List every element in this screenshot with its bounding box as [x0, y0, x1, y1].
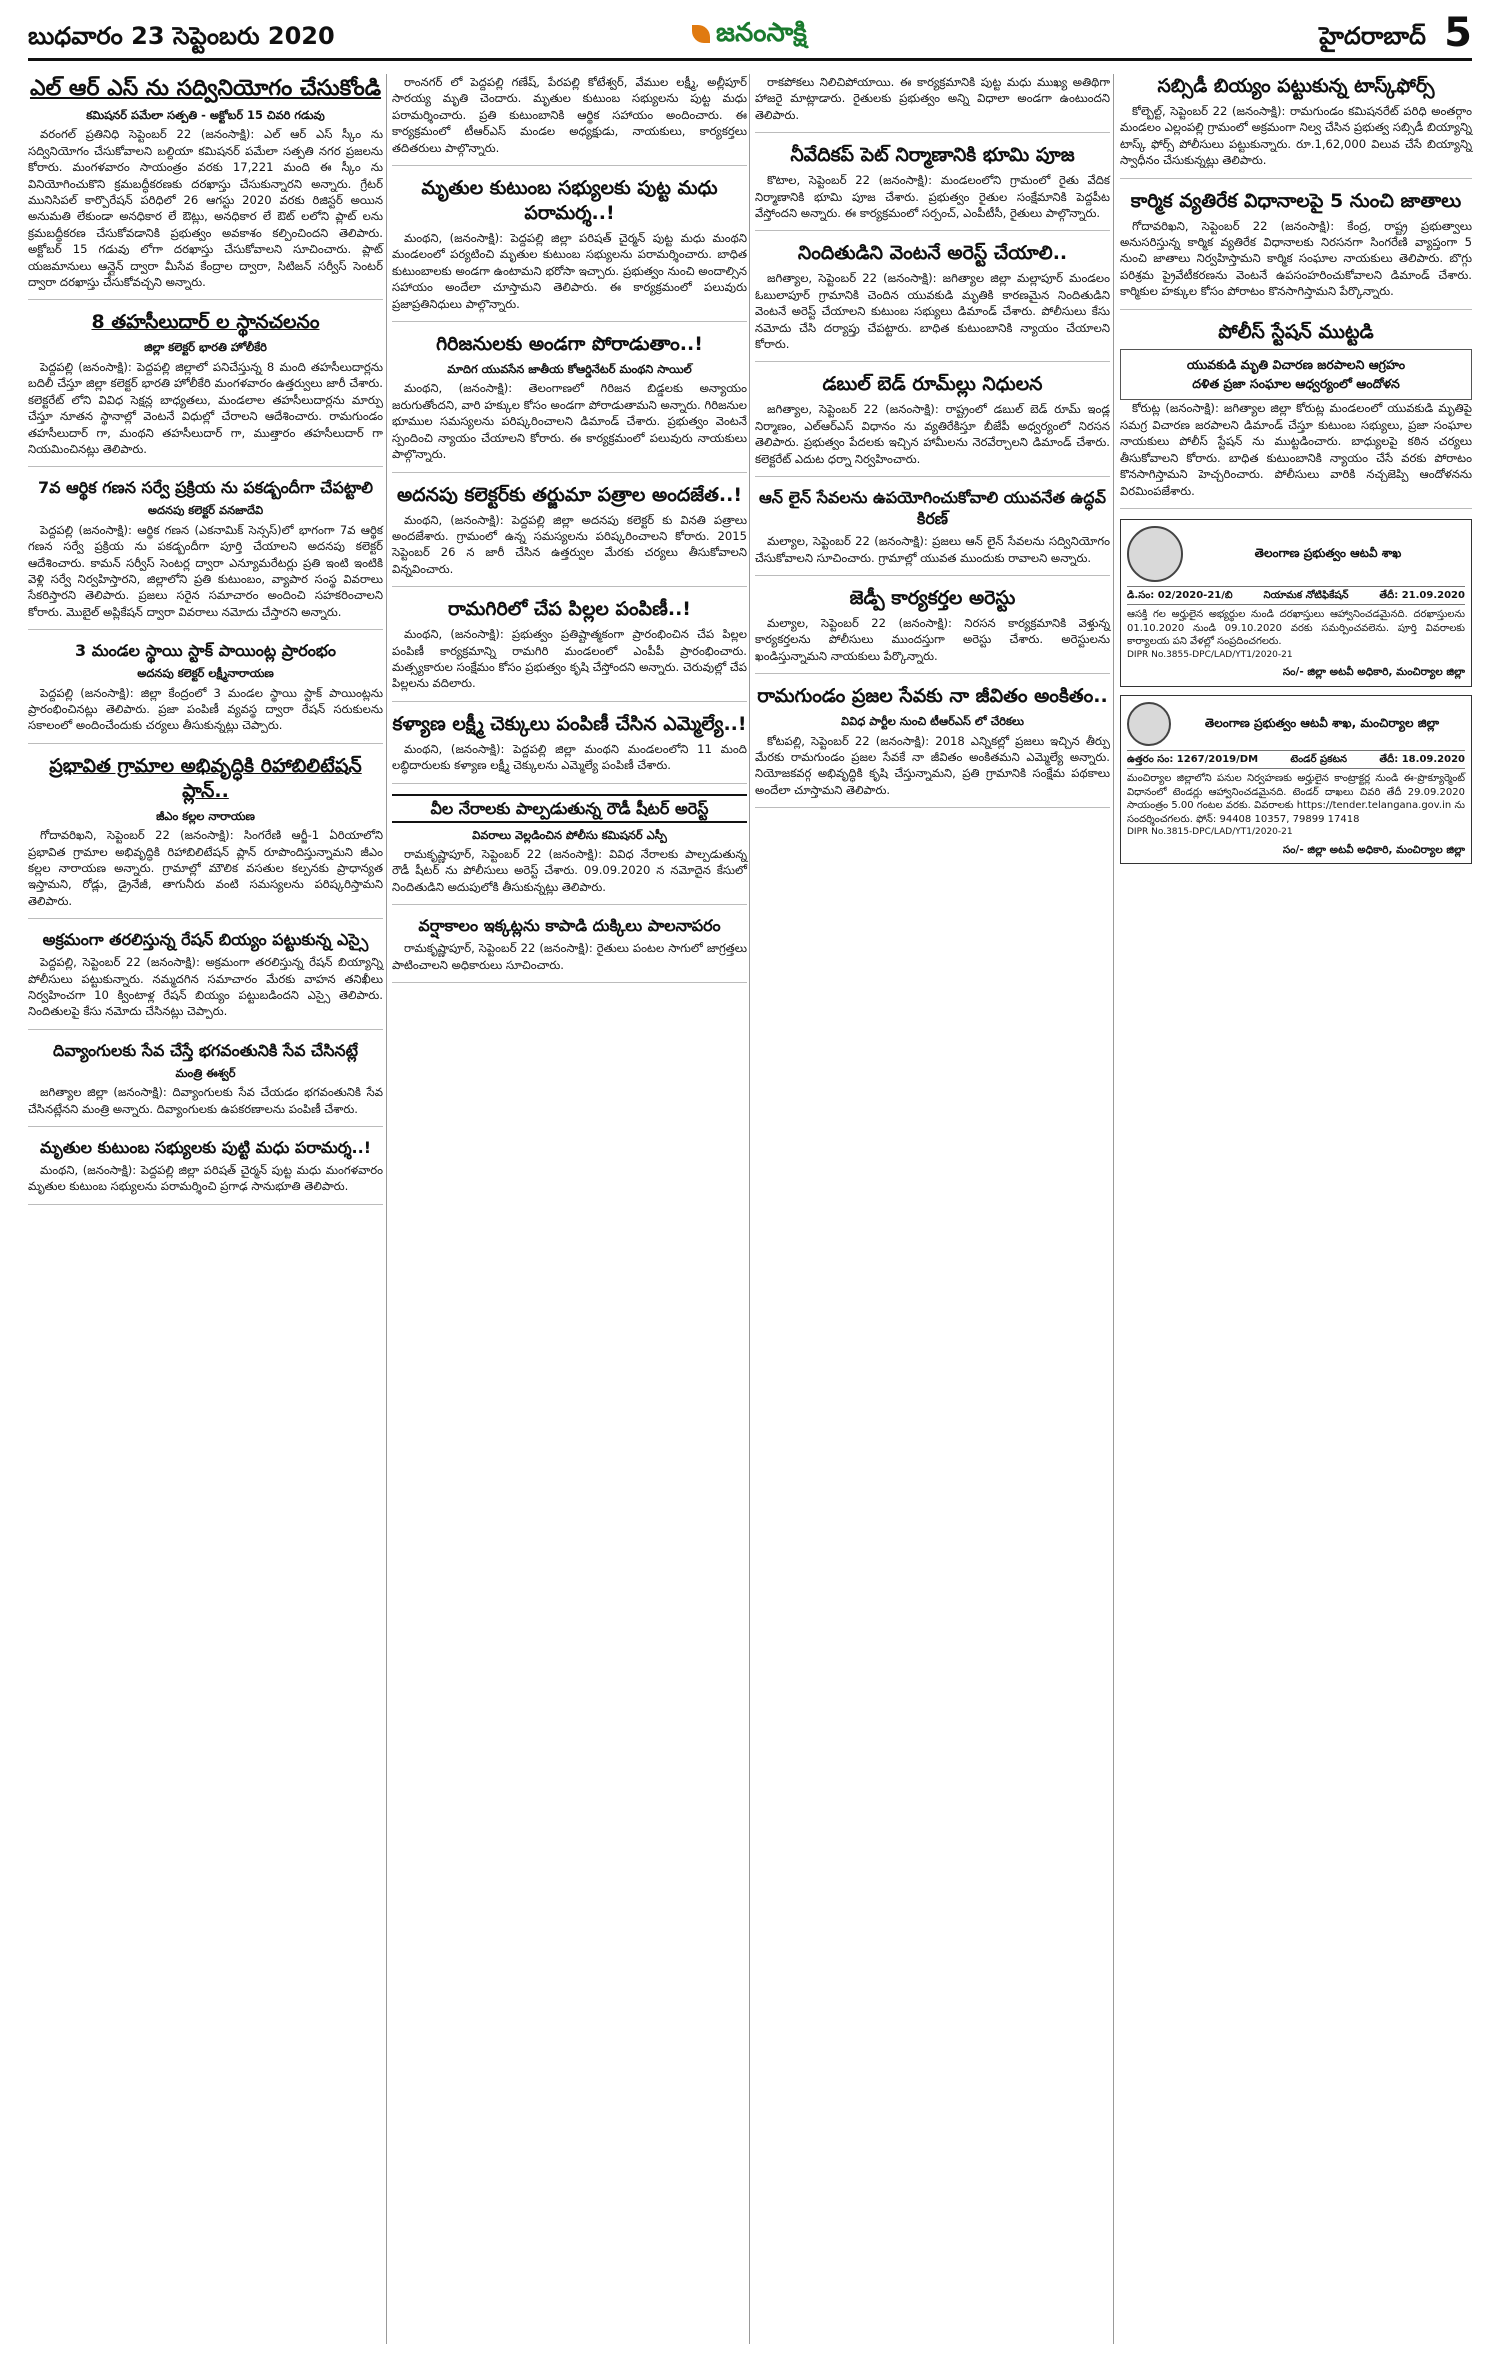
government-seal-icon — [1127, 702, 1171, 746]
byline: కమిషనర్ పమేలా సత్పతి - అక్టోబర్ 15 చివరి గడువు — [86, 108, 325, 122]
government-ad — [1120, 519, 1472, 687]
article — [755, 586, 1110, 674]
article-body: రాకపోకలు నిలిచిపోయాయి. ఈ కార్యక్రమానికి పుట్ట మధు ముఖ్య అతిథిగా హాజరై మాట్లాడారు. రైతులకు ప్రభుత్వం అన్ని విధాలా అండగా ఉంటుందని తెలిపారు. — [755, 75, 1110, 122]
article — [755, 143, 1110, 231]
article — [1120, 320, 1472, 509]
article-body: కొటాల, సెప్టెంబర్ 22 (జనంసాక్షి): మండలంలోని గ్రామంలో రైతు వేదిక నిర్మాణానికి భూమి పూజ చేశారు. ప్రభుత్వం రైతుల సంక్షేమానికి పెద్దపీట వేస్తోందని అన్నారు. ఈ కార్యక్రమంలో సర్పంచ్, ఎంపీటీసీ, రైతులు పాల్గొన్నారు. — [755, 173, 1110, 221]
ad-title: నియామక నోటిఫికేషన్ — [1263, 589, 1349, 601]
article — [28, 640, 383, 744]
article-body: పెద్దపల్లి (జనంసాక్షి): ఆర్థిక గణన (ఎకనామిక్ సెన్సస్)లో భాగంగా 7వ ఆర్థిక గణన సర్వే ప్రక్రియ ను పకడ్బందీగా పూర్తి చేయాలని అదనపు కలెక్టర్ ఆదేశించారు. కామన్ సర్వీస్ సెంటర్ల ద్వారా ఎన్యూమరేటర్లు ప్రతి ఇంటి ఇంటికి వెళ్లి సర్వే నిర్వహిస్తారని, జిల్లాలోని ప్రతి కుటుంబం, వ్యాపార సంస్థ వివరాలు సేకరిస్తారని తెలిపారు. ప్రజలు సరైన సమాచారం అందించి సహకరించాలని కోరారు. మొబైల్ అప్లికేషన్ ద్వారా వివరాలు నమోదు చేస్తారని అన్నారు. — [28, 522, 383, 619]
ad-date: తేదీ: 18.09.2020 — [1379, 753, 1465, 765]
article — [1120, 189, 1472, 310]
headline: నీవేదికప్ పెట్ నిర్మాణానికి భూమి పూజ — [790, 144, 1075, 167]
article — [28, 477, 383, 630]
article — [392, 332, 747, 472]
headline: వీల నేరాలకు పాల్పడుతున్న రౌడీ షీటర్ అరెస్ట్ — [392, 794, 747, 823]
ad-signatory: సం/- జిల్లా అటవీ అధికారి, మంచిర్యాల జిల్లా — [1282, 843, 1465, 856]
article-body: పెద్దపల్లి (జనంసాక్షి): పెద్దపల్లి జిల్లాలో పనిచేస్తున్న 8 మంది తహసీలుదార్లను బదిలీ చేస్తూ జిల్లా కలెక్టర్ భారతి హోలీకేరి మంగళవారం ఉత్తర్వులు జారీ చేశారు. కలెక్టరేట్ లోని వివిధ సెక్షన్ల బాధ్యతలు, మండలాల తహసీలుదార్లను మార్పు చేస్తూ నూతన స్థానాల్లో వెంటనే విధుల్లో చేరాలని ఆదేశించారు. రామగుండం తహసీలుదార్ గా, మంథని తహసీలుదార్ గా, ముత్తారం తహసీలుదార్ గా నియమించినట్లు తెలిపారు. — [28, 359, 383, 456]
headline: మృతుల కుటుంబ సభ్యులకు పుట్టి మధు పరామర్శ..! — [39, 1138, 372, 1158]
headline: వర్షాకాలం ఇక్కట్లను కాపాడి దుక్కిలు పాలనాపరం — [418, 916, 721, 936]
column-1 — [28, 74, 383, 1215]
column-divider — [749, 74, 750, 2344]
headline: అదనపు కలెక్టర్‌కు తర్జుమా పత్రాల అందజేత..! — [396, 483, 743, 506]
edition-city: హైదరాబాద్ — [1319, 22, 1426, 50]
logo-text: జనంసాక్షి — [716, 18, 807, 48]
subheadline-box — [1120, 349, 1472, 401]
article-body: మంథని, (జనంసాక్షి): పెద్దపల్లి జిల్లా పరిషత్ చైర్మన్ పుట్ట మధు మంగళవారం మృతుల కుటుంబ సభ్యులను పరామర్శించి ప్రగాఢ సానుభూతి తెలిపారు. — [28, 1163, 383, 1194]
article-body: మంథని, (జనంసాక్షి): పెద్దపల్లి జిల్లా పరిషత్ చైర్మన్ పుట్ట మధు మంథని మండలంలో పర్యటించి మృతుల కుటుంబ సభ్యులను పరామర్శించారు. బాధిత కుటుంబాలకు అండగా ఉంటామని భరోసా ఇచ్చారు. ప్రభుత్వం నుంచి అందాల్సిన సహాయం అందేలా చూస్తామని తెలిపారు. ఈ కార్యక్రమంలో పలువురు ప్రజాప్రతినిధులు పాల్గొన్నారు. — [392, 231, 747, 311]
byline: వివరాలు వెల్లడించిన పోలీసు కమిషనర్ ఎస్పీ — [472, 827, 667, 842]
article — [1120, 74, 1472, 179]
headline: మృతుల కుటుంబ సభ్యులకు పుట్ట మధు పరామర్శ..! — [421, 177, 718, 225]
ad-title: టెండర్ ప్రకటన — [1290, 753, 1348, 765]
ad-reference-row — [1127, 750, 1465, 770]
article — [28, 929, 383, 1030]
byline: జిల్లా కలెక్టర్ భారతి హోలీకేరి — [144, 340, 267, 355]
headline: 7వ ఆర్థిక గణన సర్వే ప్రక్రియ ను పకడ్బందీగా చేపట్టాలి — [37, 478, 374, 498]
ad-organization: తెలంగాణ ప్రభుత్వం ఆటవీ శాఖ, మంచిర్యాల జిల్లా — [1204, 716, 1440, 731]
byline: వివిధ పార్టీల నుంచి టీఆర్ఎస్ లో చేరికలు — [841, 714, 1024, 729]
article-body: పెద్దపల్లి (జనంసాక్షి): జిల్లా కేంద్రంలో 3 మండల స్థాయి స్టాక్ పాయింట్లను ప్రారంభించినట్లు తెలిపారు. ప్రజా పంపిణీ వ్యవస్థ ద్వారా రేషన్ సరుకులను సకాలంలో అందించేందుకు చర్యలు తీసుకున్నట్లు చెప్పారు. — [28, 685, 383, 733]
byline: అదనపు కలెక్టర్ లక్ష్మీనారాయణ — [137, 666, 274, 681]
issue-date: బుధవారం 23 సెప్టెంబరు 2020 — [28, 22, 335, 50]
article-body: రామకృష్ణాపూర్, సెప్టెంబర్ 22 (జనంసాక్షి): వివిధ నేరాలకు పాల్పడుతున్న రౌడీ షీటర్ ను పోలీసులు అరెస్ట్ చేశారు. 09.09.2020 న నమోదైన కేసులో నిందితుడిని అదుపులోకి తీసుకున్నట్లు తెలిపారు. — [392, 846, 747, 894]
article — [392, 483, 747, 588]
newspaper-logo — [692, 18, 807, 54]
tender-ad — [1120, 695, 1472, 865]
article-body: మల్యాల, సెప్టెంబర్ 22 (జనంసాక్షి): ప్రజలు ఆన్ లైన్ సేవలను సద్వినియోగం చేసుకోవాలని సూచించారు. గ్రామాల్లో యువత ముందుకు రావాలని అన్నారు. — [755, 534, 1110, 565]
article-body: పెద్దపల్లి, సెప్టెంబర్ 22 (జనంసాక్షి): అక్రమంగా తరలిస్తున్న రేషన్ బియ్యాన్ని పోలీసులు పట్టుకున్నారు. నమ్మదగిన సమాచారం మేరకు వాహన తనిఖీలు నిర్వహించగా 10 క్వింటాళ్ల రేషన్ బియ్యం పట్టుబడిందని ఎస్సై తెలిపారు. నిందితులపై కేసు నమోదు చేసినట్లు చెప్పారు. — [28, 955, 383, 1019]
article — [392, 176, 747, 322]
ad-reference-row — [1127, 586, 1465, 606]
byline: అదనపు కలెక్టర్ వనజాదేవి — [147, 503, 264, 518]
article — [755, 74, 1110, 133]
article-body: మంథని, (జనంసాక్షి): ప్రభుత్వం ప్రతిష్టాత్మకంగా ప్రారంభించిన చేప పిల్లల పంపిణీ కార్యక్రమాన్ని రామగిరి మండలంలో ఎంపీపీ ప్రారంభించారు. మత్స్యకారుల సంక్షేమం కోసం ప్రభుత్వం కృషి చేస్తోందని అన్నారు. చెరువుల్లో చేప పిల్లలను వదిలారు. — [392, 627, 747, 691]
byline: జీఎం కల్లల నారాయణ — [156, 808, 255, 823]
headline: దివ్యాంగులకు సేవ చేస్తే భగవంతునికి సేవ చేసినట్లే — [52, 1040, 359, 1060]
article — [28, 754, 383, 919]
article-body: మంథని, (జనంసాక్షి): పెద్దపల్లి జిల్లా అదనపు కలెక్టర్ కు వినతి పత్రాలు అందజేశారు. గ్రామంలో ఉన్న సమస్యలను పరిష్కరించాలని కోరారు. 2015 సెప్టెంబర్ 26 న జారీ చేసిన ఉత్తర్వుల మేరకు చర్యలు తీసుకోవాలని విన్నవించారు. — [392, 512, 747, 576]
column-3 — [755, 74, 1110, 818]
ad-signatory: సం/- జిల్లా అటవీ అధికారి, మంచిర్యాల జిల్లా — [1282, 666, 1465, 679]
subheadline: దళిత ప్రజా సంఘాల ఆధ్వర్యంలో ఆందోళన — [1192, 376, 1400, 392]
ad-reference: ఉత్తరం సం: 1267/2019/DM — [1127, 753, 1259, 765]
ad-body: మంచిర్యాల జిల్లాలోని పనుల నిర్వహణకు అర్హులైన కాంట్రాక్టర్ల నుండి ఈ-ప్రొక్యూర్మెంట్ విధానంలో టెండర్లు ఆహ్వానించడమైనది. టెండర్ దాఖలు చివరి తేదీ 29.09.2020 సాయంత్రం 5.00 గంటల వరకు. వివరాలకు https://tender.telangana.gov.in ను సందర్శించగలరు. ఫోన్: 94408 10357, 79899 17418 — [1127, 773, 1465, 825]
article — [28, 310, 383, 467]
headline: రామగుండం ప్రజల సేవకు నా జీవితం అంకితం.. — [757, 685, 1108, 708]
headline: జెడ్పీ కార్యకర్తల అరెస్టు — [849, 586, 1016, 609]
leaf-icon — [692, 25, 710, 43]
article-body: మంథని, (జనంసాక్షి): పెద్దపల్లి జిల్లా మంథని మండలంలోని 11 మంది లబ్ధిదారులకు కళ్యాణ లక్ష్మీ చెక్కులను ఎమ్మెల్యే పంపిణీ చేశారు. — [392, 741, 747, 773]
ad-header — [1127, 526, 1465, 582]
article — [392, 597, 747, 702]
dipr-number: DIPR No.3855-DPC/LAD/YT1/2020-21 — [1127, 649, 1293, 660]
ad-reference: డి.సం: 02/2020-21/బి — [1127, 589, 1233, 601]
page-number: 5 — [1444, 10, 1472, 56]
masthead-rule — [28, 58, 1472, 61]
article-body: కోటపల్లి, సెప్టెంబర్ 22 (జనంసాక్షి): 2018 ఎన్నికల్లో ప్రజలు ఇచ్చిన తీర్పు మేరకు రామగుండం ప్రజల సేవకే నా జీవితం అంకితమని ఎమ్మెల్యే అన్నారు. నియోజకవర్గ అభివృద్ధికి కృషి చేస్తున్నామని, ప్రతి గ్రామానికి సంక్షేమ పథకాలు అందేలా చూస్తామని తెలిపారు. — [755, 733, 1110, 797]
ad-date: తేదీ: 21.09.2020 — [1379, 589, 1465, 601]
headline: కళ్యాణ లక్ష్మీ చెక్కులు పంపిణీ చేసిన ఎమ్మెల్యే..! — [392, 712, 747, 735]
article — [755, 684, 1110, 808]
column-divider — [386, 74, 387, 2344]
column-4 — [1120, 74, 1472, 864]
subheadline: యువకుడి మృతి విచారణ జరపాలని ఆగ్రహం — [1186, 356, 1406, 372]
article — [755, 241, 1110, 362]
article — [392, 712, 747, 784]
headline: డబుల్ బెడ్ రూమ్‌ల్లు నిధులన — [822, 373, 1043, 396]
headline: అక్రమంగా తరలిస్తున్న రేషన్ బియ్యం పట్టుకున్న ఎస్సై — [42, 930, 369, 950]
article-body: మంథని, (జనంసాక్షి): తెలంగాణలో గిరిజన బిడ్డలకు అన్యాయం జరుగుతోందని, వారి హక్కుల కోసం అండగా పోరాడుతామని అన్నారు. గిరిజనుల భూముల సమస్యలను పరిష్కరించాలని డిమాండ్ చేశారు. ప్రభుత్వం వెంటనే స్పందించి న్యాయం చేయాలని కోరారు. ఈ కార్యక్రమంలో పలువురు నాయకులు పాల్గొన్నారు. — [392, 381, 747, 462]
headline: ఆన్ లైన్ సేవలను ఉపయోగించుకోవాలి యువనేత ఉద్ధవ్ కిరణ్ — [759, 488, 1106, 529]
headline: 3 మండల స్థాయి స్టాక్ పాయింట్ల ప్రారంభం — [75, 641, 336, 661]
article-body: జగిత్యాల జిల్లా (జనంసాక్షి): దివ్యాంగులకు సేవ చేయడం భగవంతునికి సేవ చేసినట్లేనని మంత్రి అన్నారు. దివ్యాంగులకు ఉపకరణాలను పంపిణీ చేశారు. — [28, 1085, 383, 1116]
article-body: గోదావరిఖని, సెప్టెంబర్ 22 (జనంసాక్షి): కేంద్ర, రాష్ట్ర ప్రభుత్వాలు అనుసరిస్తున్న కార్మిక వ్యతిరేక విధానాలకు నిరసనగా సింగరేణి వ్యాప్తంగా 5 నుంచి జాతాలు నిర్వహిస్తామని కార్మిక సంఘాల నాయకులు తెలిపారు. బొగ్గు పరిశ్రమ ప్రైవేటీకరణను వెంటనే ఉపసంహరించుకోవాలని డిమాండ్ చేశారు. కార్మికుల హక్కుల కోసం పోరాటం కొనసాగిస్తామని పేర్కొన్నారు. — [1120, 218, 1472, 299]
article — [392, 794, 747, 906]
article-body: గోదావరిఖని, సెప్టెంబర్ 22 (జనంసాక్షి): సింగరేణి ఆర్జీ-1 ఏరియాలోని ప్రభావిత గ్రామాల అభివృద్ధికి రిహాబిలిటేషన్ ప్లాన్ రూపొందిస్తున్నామని జీఎం కల్లల నారాయణ అన్నారు. గ్రామాల్లో మౌలిక వసతుల కల్పనకు ప్రాధాన్యత ఇస్తామని, రోడ్లు, డ్రైనేజీ, తాగునీరు వంటి సమస్యలను పరిష్కరిస్తామని తెలిపారు. — [28, 828, 383, 908]
article — [755, 372, 1110, 477]
article-body: మల్యాల, సెప్టెంబర్ 22 (జనంసాక్షి): నిరసన కార్యక్రమానికి వెళ్తున్న కార్యకర్తలను పోలీసులు ముందస్తుగా అరెస్టు చేశారు. అరెస్టులను ఖండిస్తున్నామని నాయకులు పేర్కొన్నారు. — [755, 615, 1110, 663]
headline: నిందితుడిని వెంటనే అరెస్ట్ చేయాలి.. — [797, 242, 1068, 265]
headline: గిరిజనులకు అండగా పోరాడుతాం..! — [436, 333, 703, 356]
headline: ఎల్ ఆర్ ఎస్ ను సద్వినియోగం చేసుకోండి — [29, 76, 382, 101]
government-seal-icon — [1127, 526, 1183, 582]
article — [392, 74, 747, 166]
article — [392, 915, 747, 983]
article-body: జగిత్యాల, సెప్టెంబర్ 22 (జనంసాక్షి): రాష్ట్రంలో డబుల్ బెడ్ రూమ్ ఇండ్ల నిర్మాణం, ఎల్ఆర్ఎస్ విధానం ను వ్యతిరేకిస్తూ బీజేపీ అధ్వర్యంలో నిరసన తెలిపారు. ప్రభుత్వం పేదలకు ఇచ్చిన హామీలను నెరవేర్చాలని డిమాండ్ చేశారు. కలెక్టరేట్ ఎదుట ధర్నా నిర్వహించారు. — [755, 402, 1110, 466]
headline: పోలీస్ స్టేషన్ ముట్టడి — [1218, 320, 1374, 343]
masthead — [28, 10, 1472, 66]
ad-body: ఆసక్తి గల అర్హులైన అభ్యర్థుల నుండి దరఖాస్తులు ఆహ్వానించడమైనది. దరఖాస్తులను 01.10.2020 నుండి 09.10.2020 వరకు సమర్పించవలెను. పూర్తి వివరాలకు కార్యాలయ పని వేళల్లో సంప్రదించగలరు. — [1127, 609, 1465, 648]
headline: కార్మిక వ్యతిరేక విధానాలపై 5 నుంచి జాతాలు — [1130, 189, 1462, 212]
article — [28, 1040, 383, 1127]
column-divider — [1113, 74, 1114, 2344]
headline: ప్రభావిత గ్రామాల అభివృద్ధికి రిహాబిలిటేషన్ ప్లాన్.. — [49, 754, 362, 802]
article — [28, 74, 383, 300]
byline: మాదిగ యువసేన జాతీయ కోఆర్డినేటర్ మంథని సాయిల్ — [447, 362, 692, 377]
headline: రామగిరిలో చేప పిల్లల పంపిణీ..! — [448, 598, 691, 621]
article — [28, 1137, 383, 1205]
article-body: కోరుట్ల (జనంసాక్షి): జగిత్యాల జిల్లా కోరుట్ల మండలంలో యువకుడి మృతిపై సమగ్ర విచారణ జరపాలని డిమాండ్ చేస్తూ కుటుంబ సభ్యులు, ప్రజా సంఘాల నాయకులు పోలీస్ స్టేషన్ ను ముట్టడించారు. బాధ్యులపై కఠిన చర్యలు తీసుకోవాలని కోరారు. బాధిత కుటుంబానికి న్యాయం చేసే వరకు పోరాటం కొనసాగిస్తామని హెచ్చరించారు. పోలీసులు వారికి నచ్చజెప్పి ఆందోళనను విరమింపజేశారు. — [1120, 401, 1472, 498]
headline: సబ్సిడీ బియ్యం పట్టుకున్న టాస్క్‌ఫోర్స్ — [1157, 75, 1435, 97]
dipr-number: DIPR No.3815-DPC/LAD/YT1/2020-21 — [1127, 827, 1293, 838]
ad-organization: తెలంగాణ ప్రభుత్వం ఆటవీ శాఖ — [1254, 546, 1402, 561]
article — [755, 487, 1110, 576]
article-body: జగిత్యాల, సెప్టెంబర్ 22 (జనంసాక్షి): జగిత్యాల జిల్లా మల్లాపూర్ మండలం ఓబులాపూర్ గ్రామానికి చెందిన యువకుడి మృతికి కారణమైన నిందితుడిని వెంటనే అరెస్ట్ చేయాలని కుటుంబ సభ్యులు డిమాండ్ చేశారు. పోలీసులు కేసు నమోదు చేసి దర్యాప్తు చేపట్టారు. బాధిత కుటుంబానికి న్యాయం చేయాలని కోరారు. — [755, 271, 1110, 352]
byline: మంత్రి ఈశ్వర్ — [175, 1065, 236, 1080]
ad-header — [1127, 702, 1465, 746]
article-body: కోల్బెల్ట్, సెప్టెంబర్ 22 (జనంసాక్షి): రామగుండం కమిషనరేట్ పరిధి అంతర్గాం మండలం ఎల్లంపల్లి గ్రామంలో అక్రమంగా నిల్వ చేసిన ప్రభుత్వ సబ్సిడీ బియ్యాన్ని టాస్క్ ఫోర్స్ పోలీసులు పట్టుకున్నారు. రూ.1,62,000 విలువ చేసే బియ్యాన్ని స్వాధీనం చేసుకున్నట్లు తెలిపారు. — [1120, 104, 1472, 168]
article-body: వరంగల్ ప్రతినిధి సెప్టెంబర్ 22 (జనంసాక్షి): ఎల్ ఆర్ ఎస్ స్కీం ను సద్వినియోగం చేసుకోవాలని బల్దియా కమిషనర్ పమేలా సత్పతి నగర ప్రజలను కోరారు. మంగళవారం సాయంత్రం వరకు 17,221 మంది ఈ స్కీం ను వినియోగించుకొని క్రమబద్ధీకరణకు దరఖాస్తు చేసుకున్నారని అన్నారు. గ్రేటర్ మునిసిపల్ కార్పొరేషన్ పరిధిలో 26 ఆగస్టు 2020 వరకు రిజిస్టర్ అయిన అనుమతి లేకుండా అనధికార లే ఔట్లు, అనధికార లే ఔట్ లలోని ప్లాట్ లను క్రమబద్ధీకరణ చేసుకోవడానికి ప్రభుత్వం అవకాశం కల్పించిందని తెలిపారు. అక్టోబర్ 15 గడువు లోగా దరఖాస్తు చేసుకోవాలని సూచించారు. ప్లాట్ యజమానులు ఆన్లైన్ ద్వారా మీసేవ కేంద్రాల ద్వారా, సిటిజన్ సర్వీస్ సెంటర్ ద్వారా దరఖాస్తు చేసుకోవచ్చని అన్నారు. — [28, 127, 383, 290]
headline: 8 తహసీలుదార్ ల స్థానచలనం — [91, 311, 320, 334]
column-2 — [392, 74, 747, 993]
article-body: రామకృష్ణాపూర్, సెప్టెంబర్ 22 (జనంసాక్షి): రైతులు పంటల సాగులో జాగ్రత్తలు పాటించాలని అధికారులు సూచించారు. — [392, 941, 747, 972]
article-body: రాంనగర్ లో పెద్దపల్లి గణేష్, పేరపల్లి కోటేశ్వర్, వేముల లక్ష్మీ, అల్లీపూర్ సారయ్య మృతి చెందారు. మృతుల కుటుంబ సభ్యులను పుట్ట మధు పరామర్శించారు. ప్రతి కుటుంబానికి ఆర్థిక సహాయం అందించారు. ఈ కార్యక్రమంలో టీఆర్ఎస్ మండల అధ్యక్షుడు, నాయకులు, కార్యకర్తలు తదితరులు పాల్గొన్నారు. — [392, 75, 747, 155]
